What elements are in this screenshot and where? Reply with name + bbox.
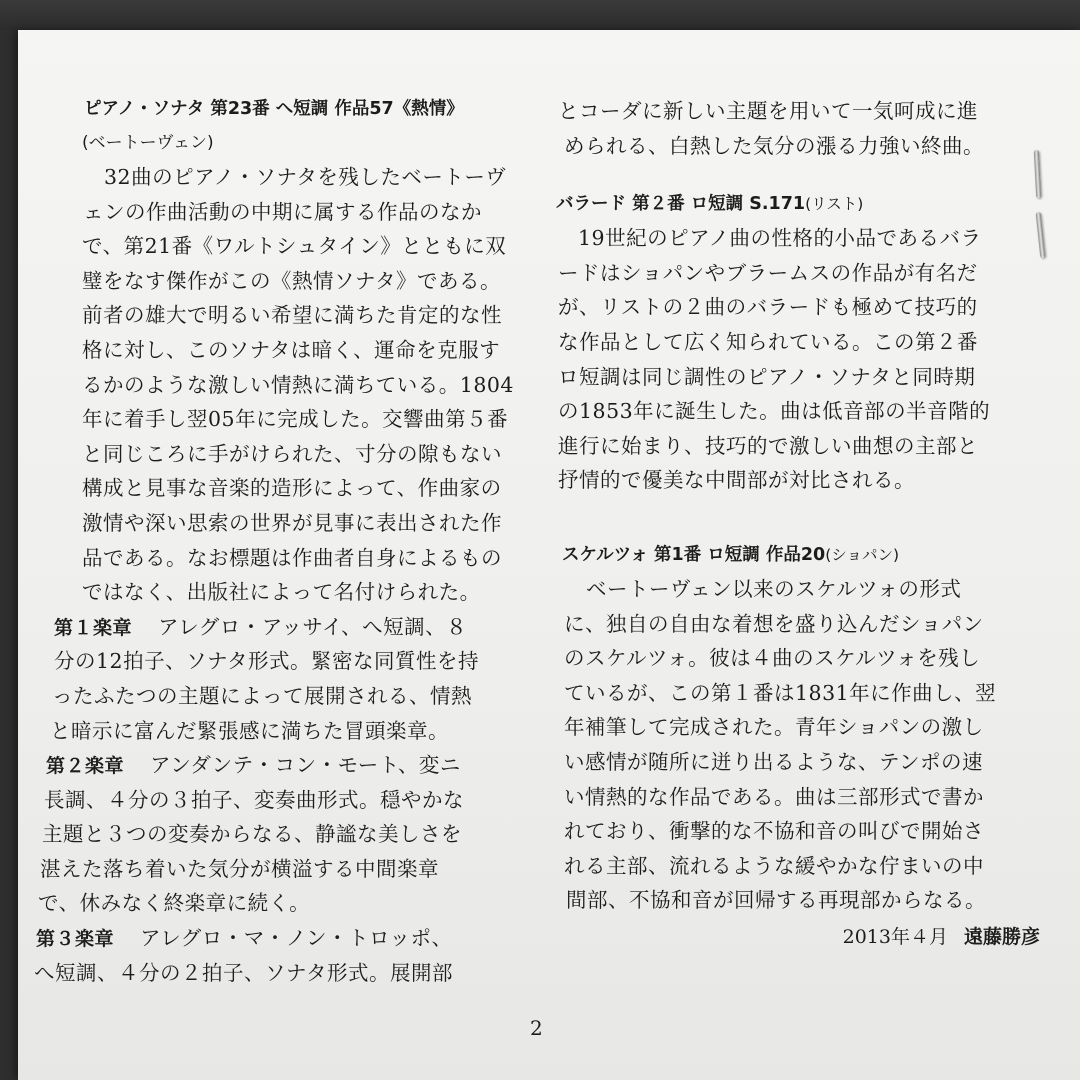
movement-2-first-line: アンダンテ・コン・モート、変ニ [150,753,461,778]
ballade-line: ードはショパンやブラームスの作品が有名だ [558,260,978,285]
ballade-line: 抒情的で優美な中間部が対比される。 [558,468,915,493]
movement-2-line: 主題と３つの変奏からなる、静謐な美しさを [42,822,462,847]
scherzo-line: い感情が随所に迸り出るような、テンポの速 [564,749,983,774]
ballade-line: の1853年に誕生した。曲は低音部の半音階的 [558,399,991,424]
scherzo-line: い情熱的な作品である。曲は三部形式で書か [564,784,984,809]
ballade-title-row [556,187,1010,221]
ballade-line: が、リストの２曲のバラードも極めて技巧的 [558,295,978,320]
left-column [36,92,512,990]
intro-line: 激情や深い思索の世界が見事に表出された作 [82,510,502,535]
background-edge [0,0,1080,30]
signature-author: 遠藤勝彦 [963,925,1040,948]
ballade-line: 19世紀のピアノ曲の性格的小品であるバラ [578,226,982,251]
movement-2-line: で、休みなく終楽章に続く。 [38,891,311,916]
movement-3-first-line: アレグロ・マ・ノン・トロッポ、 [140,926,453,951]
page-number: 2 [530,1016,543,1040]
scherzo-line: に、独自の自由な着想を盛り込んだショパン [564,611,984,636]
scherzo-title-row [562,538,1010,572]
movement-2-header [46,748,512,783]
intro-line: 前者の雄大で明るい希望に満ちた肯定的な性 [82,303,502,328]
sonata-composer: (ベートーヴェン) [82,133,214,153]
continuation-line: とコーダに新しい主題を用いて一気呵成に進 [558,99,978,123]
movement-1-line: と暗示に富んだ緊張感に満ちた冒頭楽章。 [50,718,449,743]
movement-1-first-line: アレグロ・アッサイ、へ短調、８ [158,614,468,639]
signature [556,920,1040,954]
movement-2-line: 湛えた落ち着いた気分が横溢する中間楽章 [40,856,439,881]
scherzo-line: れており、衝撃的な不協和音の叫びで開始さ [564,819,984,844]
ballade-line: ロ短調は同じ調性のピアノ・ソナタと同時期 [558,364,976,389]
intro-line: 32曲のピアノ・ソナタを残したベートーヴ [104,165,507,189]
scherzo-composer: (ショパン) [825,545,900,564]
movement-1-line: ったふたつの主題によって展開される、情熱 [52,683,472,708]
signature-date: 2013年４月 [842,925,948,948]
intro-line: ェンの作曲活動の中期に属する作品のなか [83,199,482,224]
movement-3-header [36,921,512,956]
intro-line: 璧をなす傑作がこの《熱情ソナタ》である。 [82,268,501,293]
intro-line: 構成と見事な音楽的造形によって、作曲家の [82,476,502,501]
intro-line: 年に着手し翌05年に完成した。交響曲第５番 [82,407,509,432]
scherzo-line: ベートーヴェン以来のスケルツォの形式 [586,576,962,601]
movement-2-line: 長調、４分の３拍子、変奏曲形式。穏やかな [44,787,464,812]
movement-3-line: へ短調、４分の２拍子、ソナタ形式。展開部 [34,960,453,985]
ballade-line: な作品として広く知られている。この第２番 [558,329,978,354]
intro-line: と同じころに手がけられた、寸分の隙もない [82,441,502,466]
ballade-composer: (リスト) [805,195,864,214]
ballade-title: バラード 第２番 ロ短調 S.171 [556,194,806,215]
continuation-line: められる、白熱した気分の漲る力強い終曲。 [564,133,984,158]
scherzo-line: 間部、不協和音が回帰する再現部からなる。 [566,888,986,913]
movement-1-header [54,610,512,645]
intro-line: ではなく、出版社によって名付けられた。 [82,580,481,605]
intro-line: で、第21番《ワルトシュタイン》とともに双 [82,234,507,259]
scherzo-title: スケルツォ 第1番 ロ短調 作品20 [562,544,826,565]
scherzo-line: 年補筆して完成された。青年ショパンの激し [564,715,984,740]
movement-2-label: 第２楽章 [46,755,125,778]
movement-3-label: 第３楽章 [36,928,115,951]
right-column [556,94,1040,954]
ballade-line: 進行に始まり、技巧的で激しい曲想の主部と [558,433,978,458]
intro-line: 格に対し、このソナタは暗く、運命を克服す [82,337,501,362]
intro-line: 品である。なお標題は作曲者自身によるもの [82,545,502,570]
scherzo-line: れる主部、流れるような緩やかな佇まいの中 [564,853,984,878]
sonata-title: ピアノ・ソナタ 第23番 へ短調 作品57《熱情》 [84,99,464,119]
movement-1-line: 分の12拍子、ソナタ形式。緊密な同質性を持 [54,649,480,674]
movement-1-label: 第１楽章 [54,616,133,639]
scherzo-line: のスケルツォ。彼は４曲のスケルツォを残し [564,646,981,671]
intro-line: るかのような激しい情熱に満ちている。1804 [82,372,514,397]
scherzo-line: ているが、この第１番は1831年に作曲し、翌 [564,680,997,705]
